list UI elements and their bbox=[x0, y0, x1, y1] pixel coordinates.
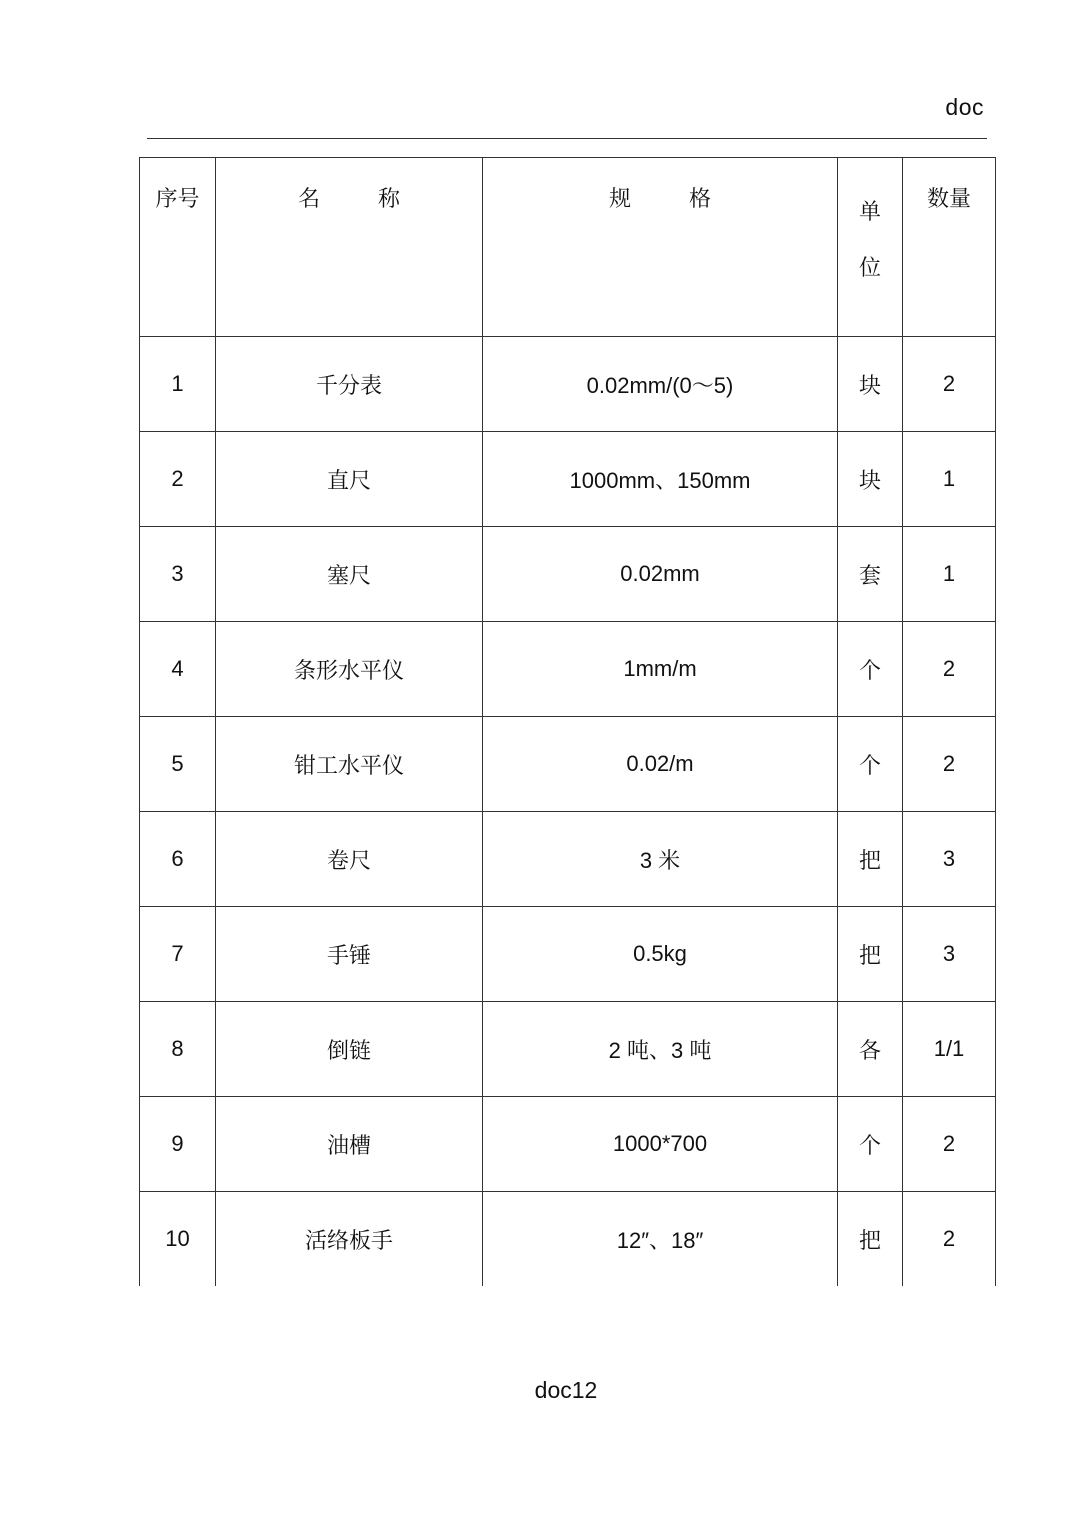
cell-qty: 2 bbox=[903, 622, 996, 717]
cell-no: 7 bbox=[140, 907, 216, 1002]
cell-unit: 把 bbox=[838, 812, 903, 907]
cell-no: 1 bbox=[140, 337, 216, 432]
cell-no: 2 bbox=[140, 432, 216, 527]
cell-spec: 0.02mm/(0～5) bbox=[483, 337, 838, 432]
cell-name: 直尺 bbox=[216, 432, 483, 527]
header-unit-line1: 单 bbox=[858, 199, 881, 224]
cell-qty: 1 bbox=[903, 432, 996, 527]
cell-spec: 3 米 bbox=[483, 812, 838, 907]
tools-table-container bbox=[139, 157, 995, 1286]
cell-no: 5 bbox=[140, 717, 216, 812]
cell-no: 3 bbox=[140, 527, 216, 622]
cell-no: 10 bbox=[140, 1192, 216, 1287]
header-name: 名称 bbox=[216, 158, 483, 337]
cell-spec: 0.02mm bbox=[483, 527, 838, 622]
header-spec: 规格 bbox=[483, 158, 838, 337]
header-divider bbox=[147, 138, 987, 139]
cell-spec: 1000mm、150mm bbox=[483, 432, 838, 527]
cell-spec: 12″、18″ bbox=[483, 1192, 838, 1287]
page-header: doc bbox=[945, 94, 984, 120]
table-row bbox=[140, 1097, 996, 1192]
table-row bbox=[140, 432, 996, 527]
cell-qty: 1 bbox=[903, 527, 996, 622]
header-unit-line2: 位 bbox=[858, 255, 881, 280]
cell-spec: 1mm/m bbox=[483, 622, 838, 717]
cell-no: 9 bbox=[140, 1097, 216, 1192]
cell-name: 塞尺 bbox=[216, 527, 483, 622]
cell-qty: 2 bbox=[903, 1097, 996, 1192]
header-unit bbox=[838, 158, 903, 337]
cell-unit: 块 bbox=[838, 337, 903, 432]
cell-unit: 个 bbox=[838, 1097, 903, 1192]
cell-qty: 3 bbox=[903, 812, 996, 907]
cell-unit: 各 bbox=[838, 1002, 903, 1097]
cell-name: 卷尺 bbox=[216, 812, 483, 907]
cell-spec: 0.02/m bbox=[483, 717, 838, 812]
table-row bbox=[140, 337, 996, 432]
cell-no: 8 bbox=[140, 1002, 216, 1097]
cell-unit: 把 bbox=[838, 907, 903, 1002]
table-row bbox=[140, 717, 996, 812]
table-row bbox=[140, 1192, 996, 1287]
table-header-row bbox=[140, 158, 996, 337]
cell-spec: 2 吨、3 吨 bbox=[483, 1002, 838, 1097]
table-row bbox=[140, 1002, 996, 1097]
cell-qty: 1/1 bbox=[903, 1002, 996, 1097]
header-qty: 数量 bbox=[903, 158, 996, 337]
table-row bbox=[140, 812, 996, 907]
cell-name: 条形水平仪 bbox=[216, 622, 483, 717]
cell-name: 活络板手 bbox=[216, 1192, 483, 1287]
table-row bbox=[140, 527, 996, 622]
cell-qty: 2 bbox=[903, 337, 996, 432]
cell-qty: 2 bbox=[903, 1192, 996, 1287]
tools-table bbox=[139, 157, 996, 1286]
cell-qty: 2 bbox=[903, 717, 996, 812]
header-no: 序号 bbox=[140, 158, 216, 337]
cell-name: 千分表 bbox=[216, 337, 483, 432]
cell-unit: 个 bbox=[838, 622, 903, 717]
cell-unit: 块 bbox=[838, 432, 903, 527]
cell-name: 油槽 bbox=[216, 1097, 483, 1192]
cell-name: 手锤 bbox=[216, 907, 483, 1002]
page-footer: doc12 bbox=[534, 1377, 598, 1403]
cell-unit: 把 bbox=[838, 1192, 903, 1287]
cell-qty: 3 bbox=[903, 907, 996, 1002]
cell-spec: 0.5kg bbox=[483, 907, 838, 1002]
cell-no: 4 bbox=[140, 622, 216, 717]
cell-unit: 个 bbox=[838, 717, 903, 812]
table-row bbox=[140, 907, 996, 1002]
cell-name: 钳工水平仪 bbox=[216, 717, 483, 812]
table-row bbox=[140, 622, 996, 717]
cell-unit: 套 bbox=[838, 527, 903, 622]
cell-name: 倒链 bbox=[216, 1002, 483, 1097]
cell-no: 6 bbox=[140, 812, 216, 907]
cell-spec: 1000*700 bbox=[483, 1097, 838, 1192]
